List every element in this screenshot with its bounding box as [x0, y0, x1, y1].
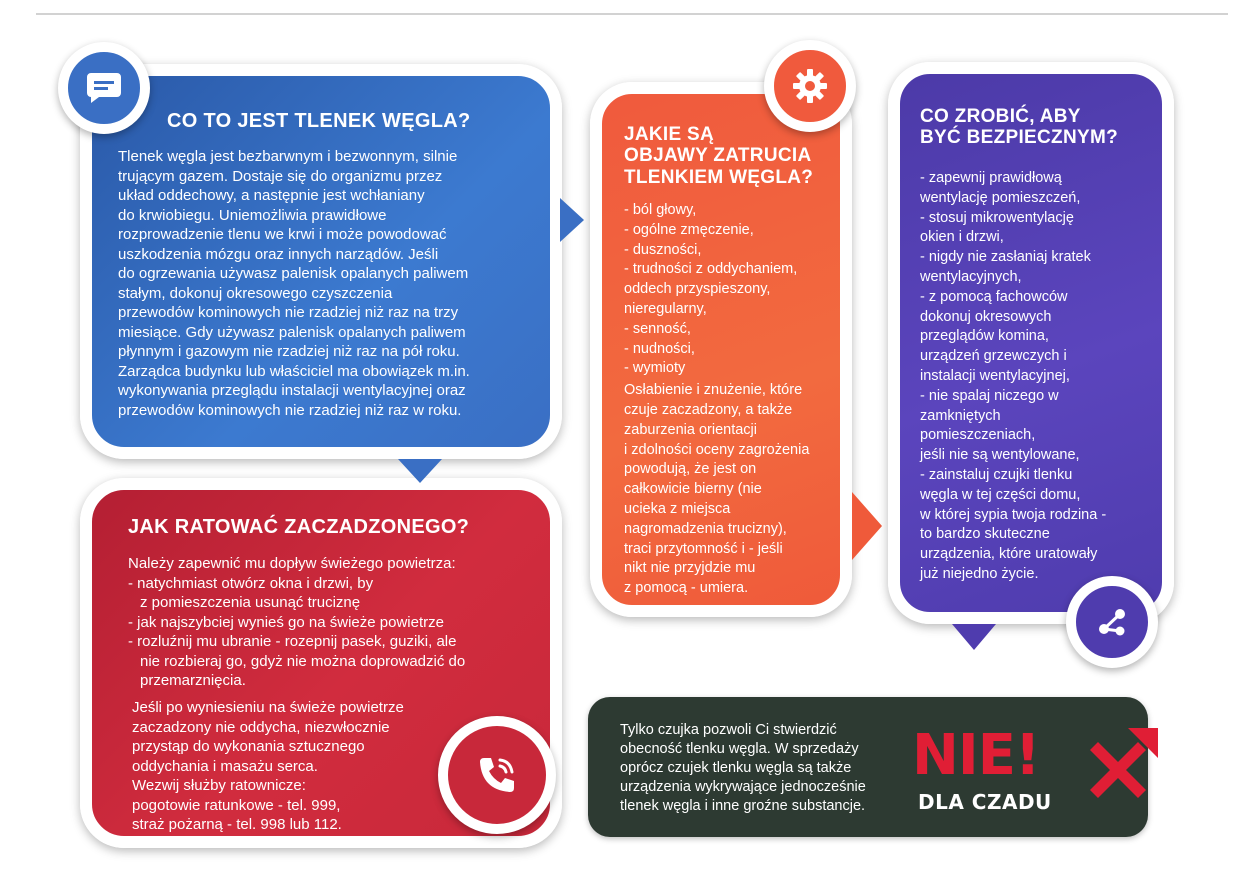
title-line: OBJAWY ZATRUCIA: [624, 145, 812, 167]
list-item: - jak najszybciej wynieś go na świeże powietrze: [128, 613, 444, 631]
list-item: - nie spalaj niczego w: [920, 387, 1059, 404]
text-line: do krwiobiegu. Uniemożliwia prawidłowe: [118, 206, 387, 224]
text-line: Osłabienie i znużenie, które: [624, 382, 803, 399]
card-stay-safe: [888, 62, 1174, 624]
card-pointer: [560, 198, 584, 242]
text-line: urządzenia wykrywające jednocześnie: [620, 779, 866, 795]
logo-subtitle: DLA CZADU: [918, 790, 1052, 814]
list-item: - ból głowy,: [624, 202, 697, 218]
card-pointer: [952, 624, 996, 650]
list-item: zamkniętych: [920, 407, 1001, 424]
text-line: oddychania i masażu serca.: [132, 757, 318, 775]
share-icon-badge: [1066, 576, 1158, 668]
list-item: - zainstaluj czujki tlenku: [920, 466, 1073, 483]
symptoms-list: [624, 201, 852, 379]
cross-icon: [1068, 720, 1168, 820]
text-line: przewodów kominowych nie rzadziej niż raz w roku.: [118, 401, 462, 419]
intro-text: Należy zapewnić mu dopływ świeżego powietrza:: [128, 555, 456, 572]
gear-icon: [792, 68, 828, 104]
rescue-list: [128, 574, 528, 691]
text-line: z pomocą - umiera.: [624, 580, 749, 597]
logo-main-text: NIE!: [912, 723, 1040, 788]
text-line: Tlenek węgla jest bezbarwnym i bezwonnym, silnie: [118, 148, 458, 165]
list-item: urządzenia, które uratowały: [920, 546, 1098, 563]
text-line: czuje zaczadzony, a także: [624, 401, 793, 418]
list-item: - nudności,: [624, 340, 695, 357]
title-line: JAKIE SĄ: [624, 124, 715, 145]
card-pointer: [852, 492, 882, 560]
list-item: - rozluźnij mu ubranie - rozepnij pasek, guziki, ale: [128, 633, 457, 650]
text-line: Wezwij służby ratownicze:: [132, 777, 306, 794]
list-item: - z pomocą fachowców: [920, 288, 1068, 305]
info-text: [620, 721, 920, 816]
text-line: tlenek węgla i inne groźne substancje.: [620, 798, 866, 814]
list-item: - ogólne zmęczenie,: [624, 221, 754, 238]
text-line: i zdolności oceny zagrożenia: [624, 441, 810, 458]
text-line: Tylko czujka pozwoli Ci stwierdzić: [620, 722, 837, 738]
text-line: nikt nie przyjdzie mu: [624, 560, 756, 577]
text-line: układ oddechowy, a następnie jest wchłaniany: [118, 187, 425, 204]
list-item: przemarznięcia.: [140, 672, 246, 689]
title-line: BYĆ BEZPIECZNYM?: [920, 127, 1118, 149]
list-item: to bardzo skuteczne: [920, 526, 1050, 543]
list-item: w której sypia twoja rodzina -: [920, 506, 1107, 523]
phone-icon: [474, 752, 520, 798]
card-body: [118, 147, 538, 420]
card-body-outro: [132, 698, 462, 835]
text-line: zaburzenia orientacji: [624, 421, 757, 438]
text-line: pogotowie ratunkowe - tel. 999,: [132, 796, 341, 814]
list-item: wentylacyjnych,: [920, 268, 1022, 285]
gear-icon-badge: [764, 40, 856, 132]
list-item: wentylację pomieszczeń,: [920, 189, 1081, 206]
text-line: Jeśli po wyniesieniu na świeże powietrze: [132, 699, 404, 716]
list-item: - senność,: [624, 320, 691, 337]
card-title: [624, 124, 844, 188]
text-line: trującym gazem. Dostaje się do organizmu przez: [118, 167, 443, 185]
text-line: rozprowadzenie tlenu we krwi i może powodować: [118, 226, 447, 243]
text-line: miesiące. Gdy używasz palenisk opalanych paliwem: [118, 323, 466, 341]
list-item: okien i drzwi,: [920, 229, 1004, 246]
list-item: instalacji wentylacyjnej,: [920, 367, 1070, 384]
list-item: z pomieszczenia usunąć truciznę: [140, 594, 361, 611]
list-item: - zapewnij prawidłową: [920, 170, 1062, 186]
list-item: - duszności,: [624, 241, 702, 258]
card-body: [624, 201, 852, 599]
card-title: CO TO JEST TLENEK WĘGLA?: [167, 110, 471, 132]
text-line: wykonywania przeglądu instalacji wentylacyjnej oraz: [118, 382, 466, 399]
text-line: przewodów kominowych nie rzadziej niż raz na trzy: [118, 304, 459, 321]
text-line: nagromadzenia trucizny),: [624, 520, 787, 537]
text-line: obecność tlenku węgla. W sprzedaży: [620, 741, 859, 757]
text-line: do ogrzewania używasz palenisk opalanych paliwem: [118, 265, 469, 282]
text-line: straż pożarną - tel. 998 lub 112.: [132, 816, 342, 833]
symptoms-paragraph: [624, 381, 852, 599]
safety-list: [920, 169, 1160, 585]
card-title: JAK RATOWAĆ ZACZADZONEGO?: [128, 516, 470, 538]
message-icon: [85, 71, 123, 105]
message-icon-badge: [58, 42, 150, 134]
text-line: powodują, że jest on: [624, 461, 757, 478]
title-line: TLENKIEM WĘGLA?: [624, 166, 814, 188]
text-line: oprócz czujek tlenku węgla są także: [620, 760, 852, 776]
text-line: traci przytomność i - jeśli: [624, 540, 783, 557]
card-what-is-co: [80, 64, 562, 459]
campaign-logo: [912, 723, 1174, 828]
list-item: - wymioty: [624, 360, 686, 377]
list-item: urządzeń grzewczych i: [920, 348, 1067, 365]
text-line: Zarządca budynku lub właściciel ma obowiązek m.in.: [118, 362, 470, 380]
list-item: - nigdy nie zasłaniaj kratek: [920, 249, 1091, 266]
text-line: zaczadzony nie oddycha, niezwłocznie: [132, 718, 390, 736]
card-body: [920, 169, 1160, 585]
card-pointer: [398, 459, 442, 483]
list-item: jeśli nie są wentylowane,: [920, 447, 1080, 464]
phone-icon-badge: [438, 716, 556, 834]
list-item: dokonuj okresowych: [920, 308, 1052, 325]
text-line: całkowicie bierny (nie: [624, 481, 762, 498]
text-line: płynnym i gazowym nie rzadziej niż raz na pół roku.: [118, 343, 460, 360]
list-item: nieregularny,: [624, 300, 707, 317]
list-item: - stosuj mikrowentylację: [920, 209, 1074, 226]
list-item: przeglądów komina,: [920, 328, 1049, 345]
title-line: CO ZROBIĆ, ABY: [920, 106, 1081, 127]
list-item: oddech przyspieszony,: [624, 281, 771, 298]
text-line: uszkodzenia mózgu oraz innych narządów. Jeśli: [118, 245, 439, 263]
card-body: [128, 554, 528, 691]
list-item: nie rozbieraj go, gdyż nie można doprowadzić do: [140, 652, 466, 670]
list-item: już niejedno życie.: [920, 565, 1039, 582]
text-line: stałym, dokonuj okresowego czyszczenia: [118, 284, 393, 302]
text-line: ucieka z miejsca: [624, 500, 731, 517]
card-symptoms: [590, 82, 852, 617]
list-item: węgla w tej części domu,: [920, 486, 1081, 503]
card-title: [920, 106, 1170, 149]
share-icon: [1095, 605, 1129, 639]
list-item: - natychmiast otwórz okna i drzwi, by: [128, 574, 374, 592]
text-line: przystąp do wykonania sztucznego: [132, 738, 365, 755]
list-item: - trudności z oddychaniem,: [624, 261, 798, 278]
top-divider: [36, 13, 1228, 15]
list-item: pomieszczeniach,: [920, 427, 1036, 444]
